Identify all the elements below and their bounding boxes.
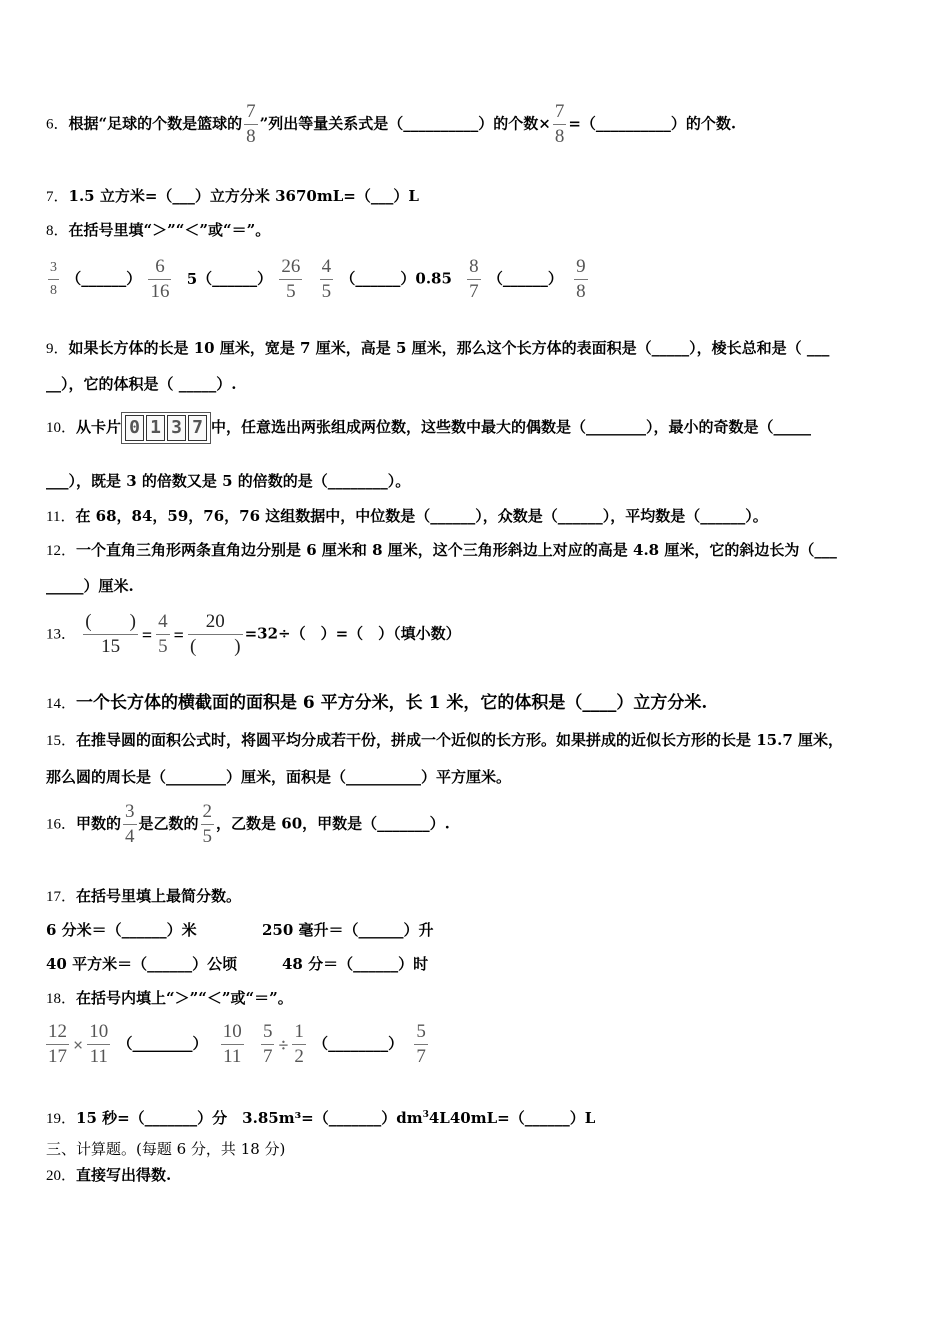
number-cards xyxy=(121,412,211,444)
question-19 xyxy=(46,1106,595,1128)
conversion-item: 250 毫升＝（______）升 xyxy=(262,921,434,939)
question-number: 10． xyxy=(46,420,77,436)
question-17-row2 xyxy=(46,955,428,973)
question-text: 1.5 立方米=（___）立方分米 3670mL=（___）L xyxy=(68,187,419,205)
question-text: 4L40mL=（______）L xyxy=(428,1109,596,1127)
superscript: 3 xyxy=(422,1110,429,1120)
question-text: =32÷（ ）=（ ）（填小数） xyxy=(244,624,461,643)
question-6 xyxy=(46,100,736,149)
question-number: 14． xyxy=(46,696,77,712)
question-17-row1 xyxy=(46,921,434,939)
question-text: 在括号内填上“＞”“＜”或“＝”。 xyxy=(76,989,293,1007)
fraction: $\frac{3}{4}$ xyxy=(125,801,135,847)
fraction: $\frac{20}{( )}$ xyxy=(189,611,241,657)
number-card: 1 xyxy=(146,415,165,441)
answer-blank[interactable]: （________） xyxy=(313,1034,404,1053)
question-number: 18． xyxy=(46,991,77,1007)
fraction: $\frac{12}{17}$ xyxy=(48,1021,67,1067)
question-18 xyxy=(46,989,293,1008)
number-card: 7 xyxy=(188,415,207,441)
times-sign: × xyxy=(73,1034,84,1055)
question-text: 一个长方体的横截面的面积是 6 平方分米，长 1 米，它的体积是（____）立方分米. xyxy=(76,693,708,713)
question-text: 从卡片 xyxy=(76,418,122,436)
fraction: $\frac{8}{7}$ xyxy=(469,256,479,302)
fraction: $\frac{7}{8}$ xyxy=(554,101,565,147)
question-12 xyxy=(46,541,837,560)
question-9 xyxy=(46,339,829,358)
question-14 xyxy=(46,694,707,713)
question-text: 在推导圆的面积公式时，将圆平均分成若干份，拼成一个近似的长方形。如果拼成的近似长方形的长是 15.7 厘米， xyxy=(76,731,843,749)
number-card: 3 xyxy=(167,415,186,441)
number-card: 0 xyxy=(125,415,144,441)
question-17 xyxy=(46,887,241,906)
question-18-comparisons xyxy=(46,1020,430,1069)
question-7 xyxy=(46,187,419,206)
fraction: $\frac{10}{11}$ xyxy=(222,1021,242,1067)
question-number: 8． xyxy=(46,223,69,239)
question-10-line2 xyxy=(46,472,410,490)
fraction: $\frac{7}{8}$ xyxy=(246,101,256,147)
conversion-item: 48 分＝（______）时 xyxy=(282,955,429,973)
question-number: 7． xyxy=(46,189,69,205)
question-text: 在 68，84，59，76，76 这组数据中，中位数是（______），众数是（______），平均数是（______）。 xyxy=(75,507,768,525)
section-heading xyxy=(46,1140,285,1158)
question-number: 19． xyxy=(46,1111,77,1127)
question-12-line2 xyxy=(46,577,134,595)
question-text: 那么圆的周长是（________）厘米，面积是（__________）平方厘米。 xyxy=(46,768,512,786)
question-text: 一个直角三角形两条直角边分别是 6 厘米和 8 厘米，这个三角形斜边上对应的高是 4.8 厘米，它的斜边长为（___ xyxy=(76,541,837,559)
conversion-item: 40 平方米＝（______）公顷 xyxy=(46,955,238,973)
question-text: _____）厘米. xyxy=(46,577,134,595)
fraction: $\frac{4}{5}$ xyxy=(321,256,332,302)
question-number: 17． xyxy=(46,889,77,905)
question-15 xyxy=(46,731,843,750)
question-number: 6． xyxy=(46,116,69,133)
divide-sign: ÷ xyxy=(278,1034,289,1055)
question-number: 13． xyxy=(46,626,77,643)
fraction: $\frac{2}{5}$ xyxy=(202,801,213,847)
answer-blank[interactable]: （________） xyxy=(117,1034,208,1053)
question-8 xyxy=(46,221,270,240)
question-text: ___），既是 3 的倍数又是 5 的倍数的是（________）。 xyxy=(46,472,411,490)
section-title: 三、计算题。(每题 6 分，共 18 分) xyxy=(46,1140,286,1158)
fraction: $\frac{4}{5}$ xyxy=(158,611,168,657)
question-16 xyxy=(46,800,450,849)
answer-blank[interactable]: （______） xyxy=(66,269,142,288)
number: 0.85 xyxy=(415,269,452,288)
fraction: $\frac{5}{7}$ xyxy=(262,1021,273,1067)
question-15-line2 xyxy=(46,768,511,786)
question-text: 根据“足球的个数是篮球的 xyxy=(68,114,243,133)
question-text: 在括号里填“＞”“＜”或“＝”。 xyxy=(68,221,271,239)
fraction: $\frac{26}{5}$ xyxy=(281,256,301,302)
equals-sign: = xyxy=(141,624,153,645)
question-number: 15． xyxy=(46,733,77,749)
question-10 xyxy=(46,412,811,444)
question-number: 12． xyxy=(46,543,77,559)
question-number: 11． xyxy=(46,509,76,525)
question-text: ，乙数是 60，甲数是（_______）. xyxy=(216,814,450,833)
question-number: 16． xyxy=(46,816,77,833)
number: 5 xyxy=(186,269,198,288)
question-text: 是乙数的 xyxy=(138,814,199,833)
conversion-item: 6 分米＝（______）米 xyxy=(46,921,197,939)
fraction: $\frac{5}{7}$ xyxy=(416,1021,426,1067)
fraction: $\frac{10}{11}$ xyxy=(89,1021,109,1067)
fraction: $\frac{3}{8}$ xyxy=(48,257,59,302)
question-text: 在括号里填上最简分数。 xyxy=(76,887,242,905)
question-number: 9． xyxy=(46,341,69,357)
equals-sign: = xyxy=(173,624,184,645)
answer-blank[interactable]: （______） xyxy=(340,269,416,288)
question-text: 甲数的 xyxy=(76,814,122,833)
fraction: $\frac{9}{8}$ xyxy=(576,256,586,302)
question-text: 中，任意选出两张组成两位数，这些数中最大的偶数是（________），最小的奇数是（_____ xyxy=(211,418,812,436)
question-20 xyxy=(46,1166,171,1185)
fraction: $\frac{6}{16}$ xyxy=(150,256,170,302)
question-11 xyxy=(46,507,768,526)
answer-blank[interactable]: （______） xyxy=(197,269,273,288)
answer-blank[interactable]: （______） xyxy=(487,269,563,288)
question-13 xyxy=(46,610,461,659)
question-9-line2 xyxy=(46,375,236,393)
question-text: =（__________）的个数. xyxy=(568,114,737,133)
question-text: 15 秒=（_______）分 3.85m³=（_______）dm xyxy=(76,1109,423,1127)
question-text: ”列出等量关系式是（__________）的个数× xyxy=(259,114,551,133)
question-number: 20． xyxy=(46,1168,77,1184)
question-text: 如果长方体的长是 10 厘米，宽是 7 厘米，高是 5 厘米，那么这个长方体的表面积是（_____），棱长总和是（ ___ xyxy=(68,339,830,357)
question-text: 直接写出得数. xyxy=(76,1166,172,1184)
question-8-comparisons xyxy=(46,255,590,304)
question-text: __），它的体积是（ _____）. xyxy=(46,375,237,393)
fraction: $\frac{( )}{15}$ xyxy=(85,611,136,657)
fraction: $\frac{1}{2}$ xyxy=(294,1021,304,1067)
